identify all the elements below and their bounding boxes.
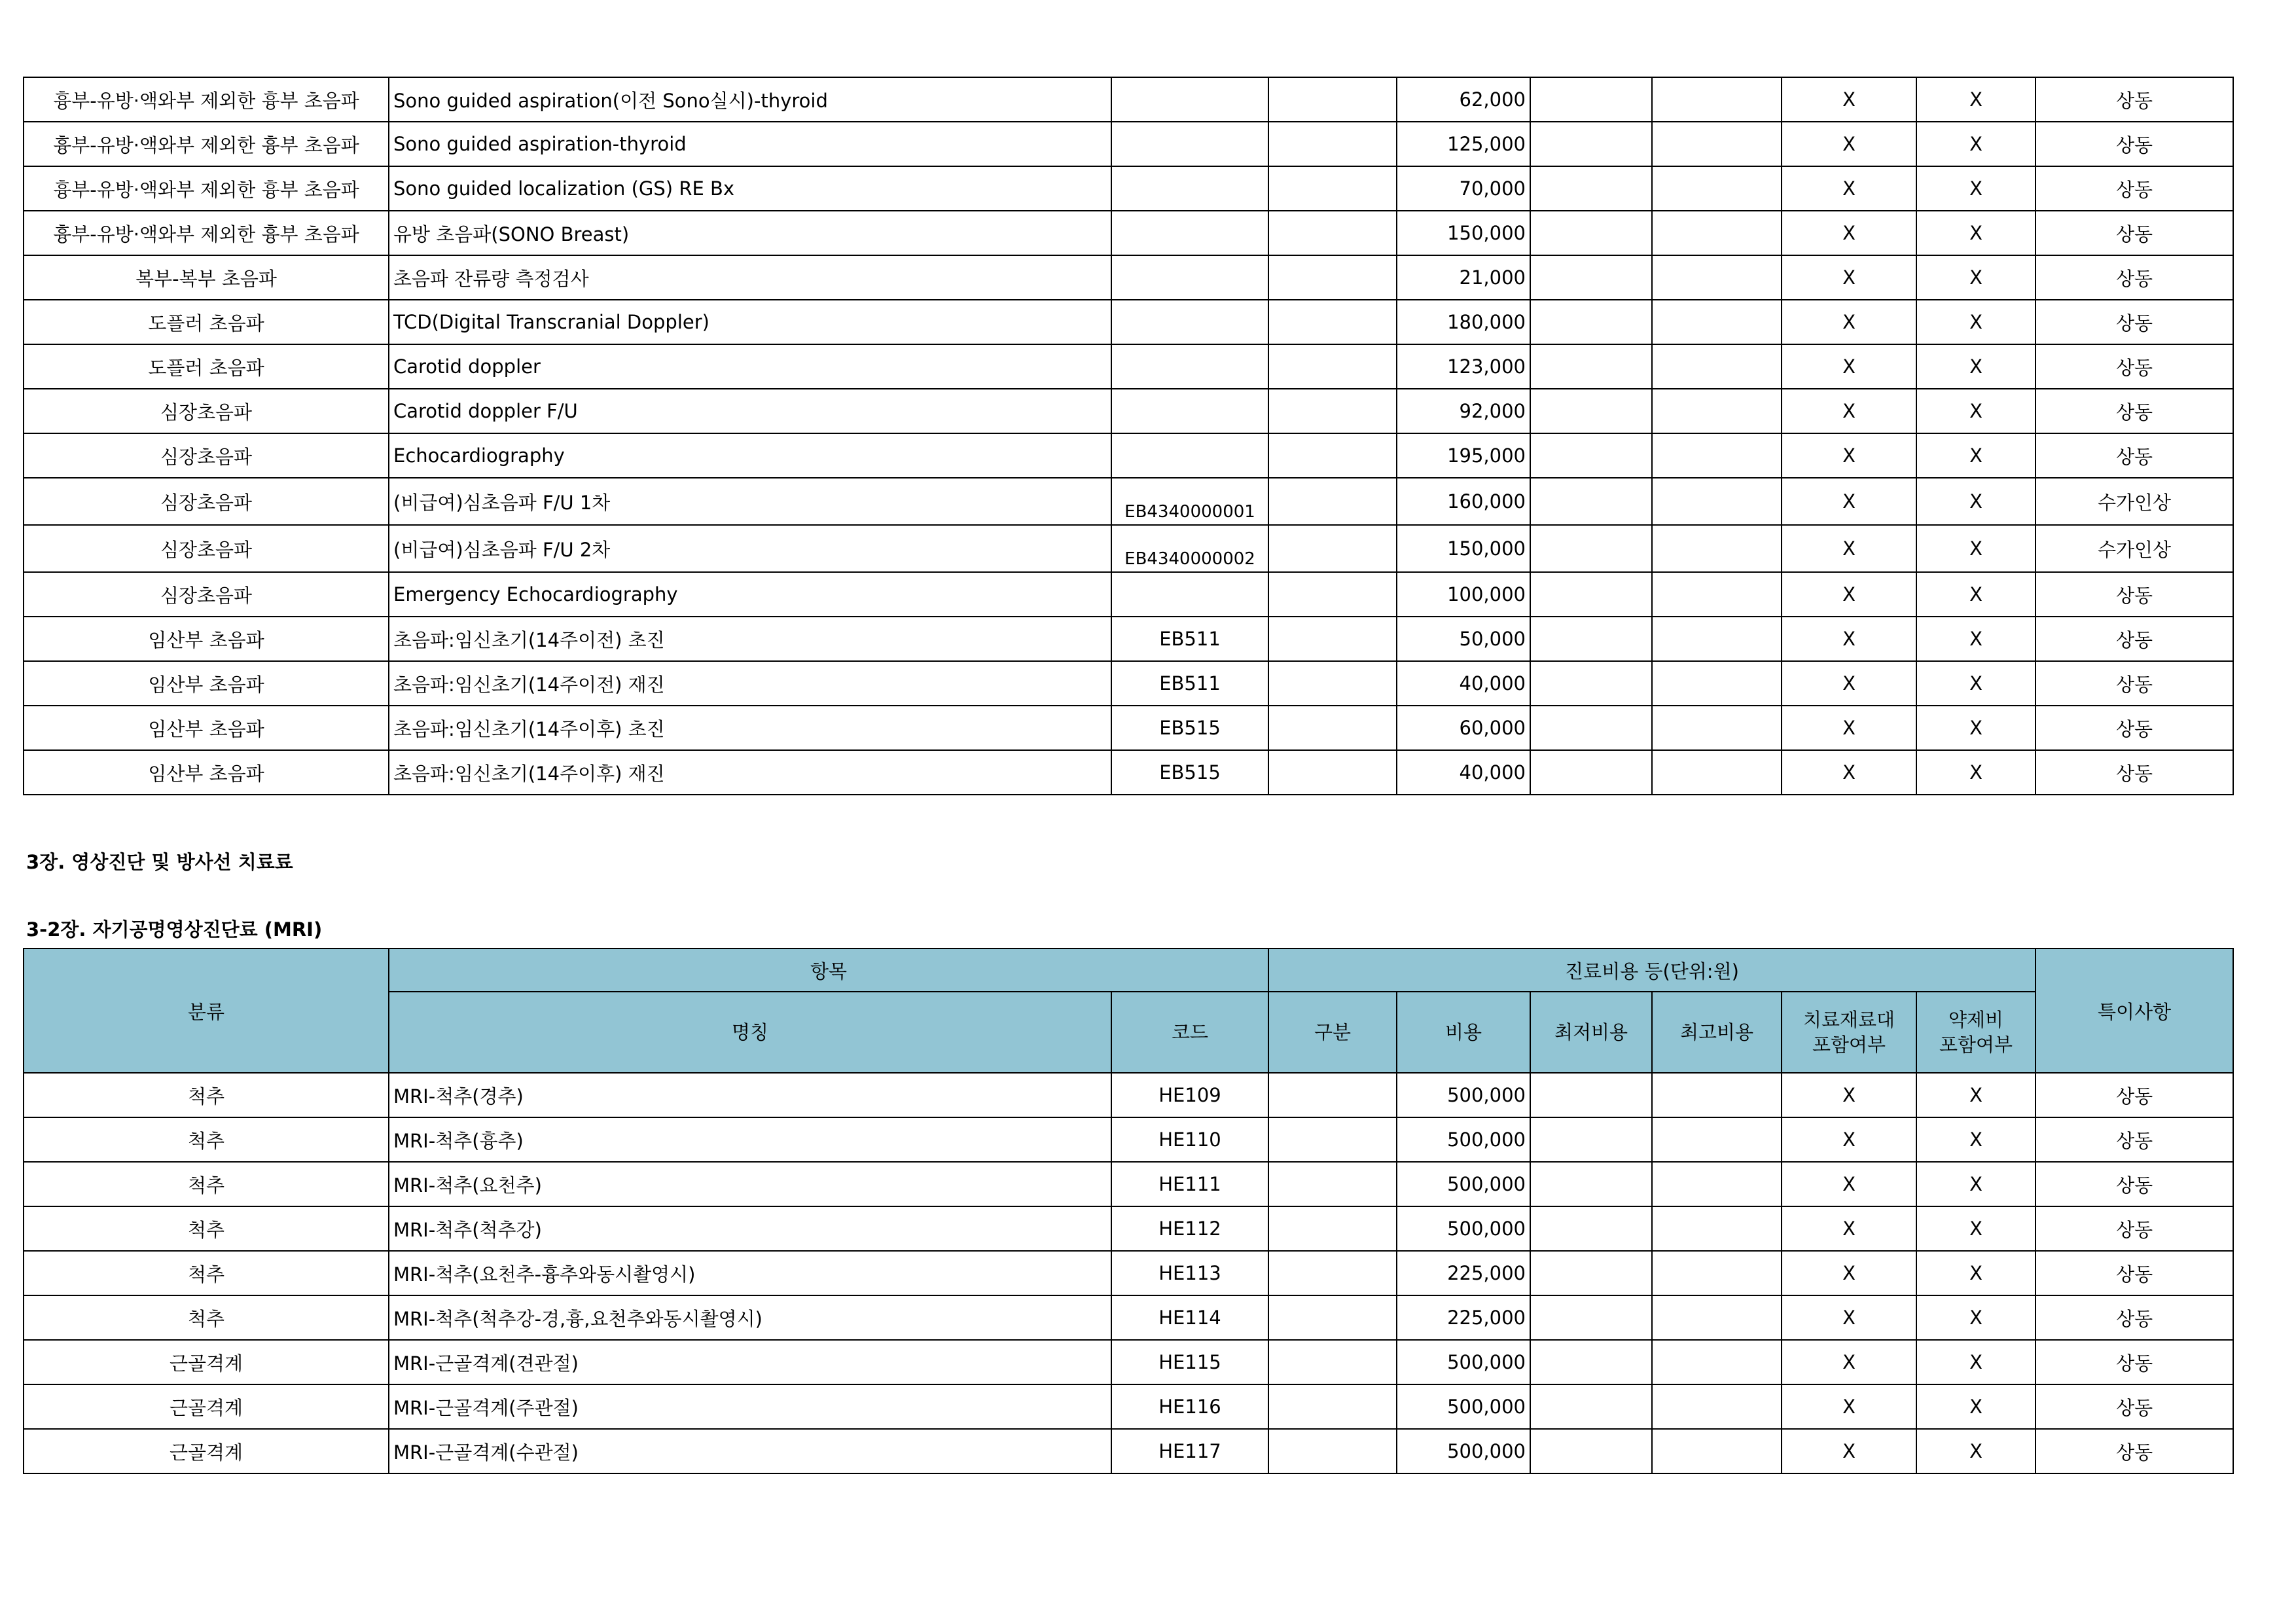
cell-drug-included: X: [1916, 255, 2036, 300]
table-row: [24, 706, 2233, 750]
cell-material-included: X: [1782, 77, 1916, 122]
cell-min-cost: [1530, 617, 1652, 661]
cell-min-cost: [1530, 572, 1652, 617]
cell-cost: 150,000: [1397, 525, 1530, 572]
cell-type: [1268, 525, 1397, 572]
cell-type: [1268, 77, 1397, 122]
cell-name: Echocardiography: [389, 433, 1111, 478]
cell-max-cost: [1652, 1384, 1782, 1429]
cell-max-cost: [1652, 300, 1782, 344]
table-row: [24, 750, 2233, 795]
cell-name: MRI-척추(척추강-경,흉,요천추와동시촬영시): [389, 1295, 1111, 1340]
table-row: [24, 300, 2233, 344]
cell-name: MRI-근골격계(수관절): [389, 1429, 1111, 1473]
cell-category: 심장초음파: [24, 433, 389, 478]
cell-material-included: X: [1782, 122, 1916, 166]
cell-cost: 125,000: [1397, 122, 1530, 166]
cell-drug-included: X: [1916, 1117, 2036, 1162]
cell-cost: 500,000: [1397, 1206, 1530, 1251]
cell-code: EB515: [1111, 706, 1268, 750]
cell-name: 유방 초음파(SONO Breast): [389, 211, 1111, 255]
cell-max-cost: [1652, 750, 1782, 795]
cell-drug-included: X: [1916, 300, 2036, 344]
cell-drug-included: X: [1916, 1206, 2036, 1251]
cell-drug-included: X: [1916, 478, 2036, 525]
cell-name: MRI-척추(요천추): [389, 1162, 1111, 1206]
cell-material-included: X: [1782, 1206, 1916, 1251]
cell-note: 상동: [2036, 572, 2233, 617]
cell-max-cost: [1652, 525, 1782, 572]
cell-note: 상동: [2036, 122, 2233, 166]
cell-max-cost: [1652, 77, 1782, 122]
cell-category: 근골격계: [24, 1384, 389, 1429]
cell-code: [1111, 433, 1268, 478]
cell-material-included: X: [1782, 300, 1916, 344]
cell-category: 척추: [24, 1206, 389, 1251]
cell-drug-included: X: [1916, 1073, 2036, 1117]
cell-material-included: X: [1782, 525, 1916, 572]
cell-note: 상동: [2036, 255, 2233, 300]
cell-note: 상동: [2036, 1117, 2233, 1162]
cell-type: [1268, 572, 1397, 617]
cell-max-cost: [1652, 617, 1782, 661]
cell-max-cost: [1652, 255, 1782, 300]
cell-max-cost: [1652, 1206, 1782, 1251]
table-row: [24, 122, 2233, 166]
cell-cost: 100,000: [1397, 572, 1530, 617]
cell-drug-included: X: [1916, 1162, 2036, 1206]
cell-max-cost: [1652, 1117, 1782, 1162]
cell-category: 임산부 초음파: [24, 617, 389, 661]
cell-note: 수가인상: [2036, 525, 2233, 572]
cell-cost: 40,000: [1397, 661, 1530, 706]
cell-name: MRI-척추(요천추-흉추와동시촬영시): [389, 1251, 1111, 1295]
header-note: 특이사항: [2036, 948, 2233, 1073]
cell-type: [1268, 389, 1397, 433]
cell-min-cost: [1530, 344, 1652, 389]
cell-name: Sono guided aspiration(이전 Sono실시)-thyroid: [389, 77, 1111, 122]
cell-material-included: X: [1782, 255, 1916, 300]
chapter-heading: 3장. 영상진단 및 방사선 치료료: [26, 851, 293, 873]
cell-max-cost: [1652, 1162, 1782, 1206]
cell-min-cost: [1530, 706, 1652, 750]
cell-max-cost: [1652, 1295, 1782, 1340]
cell-note: 상동: [2036, 1340, 2233, 1384]
cell-material-included: X: [1782, 1251, 1916, 1295]
cell-category: 심장초음파: [24, 525, 389, 572]
cell-note: 상동: [2036, 750, 2233, 795]
mri-table-header: [24, 948, 2233, 1073]
cell-code: HE117: [1111, 1429, 1268, 1473]
cell-max-cost: [1652, 1340, 1782, 1384]
cell-note: 상동: [2036, 211, 2233, 255]
cell-category: 도플러 초음파: [24, 344, 389, 389]
cell-note: 상동: [2036, 706, 2233, 750]
cell-category: 복부-복부 초음파: [24, 255, 389, 300]
cell-material-included: X: [1782, 1295, 1916, 1340]
cell-note: 상동: [2036, 433, 2233, 478]
cell-cost: 500,000: [1397, 1073, 1530, 1117]
cell-note: 상동: [2036, 300, 2233, 344]
cell-note: 상동: [2036, 344, 2233, 389]
cell-code: HE112: [1111, 1206, 1268, 1251]
cell-min-cost: [1530, 1162, 1652, 1206]
cell-cost: 70,000: [1397, 166, 1530, 211]
table-row: [24, 1117, 2233, 1162]
cell-cost: 150,000: [1397, 211, 1530, 255]
cell-drug-included: X: [1916, 1251, 2036, 1295]
cell-material-included: X: [1782, 478, 1916, 525]
cell-category: 심장초음파: [24, 572, 389, 617]
cell-min-cost: [1530, 1251, 1652, 1295]
cell-code: EB4340000001: [1111, 478, 1268, 525]
cell-note: 상동: [2036, 166, 2233, 211]
cell-code: EB511: [1111, 617, 1268, 661]
cell-max-cost: [1652, 1251, 1782, 1295]
cell-cost: 180,000: [1397, 300, 1530, 344]
cell-type: [1268, 1162, 1397, 1206]
header-material-included: [1782, 992, 1916, 1073]
cell-note: 상동: [2036, 389, 2233, 433]
cell-drug-included: X: [1916, 344, 2036, 389]
cell-cost: 225,000: [1397, 1251, 1530, 1295]
cell-code: [1111, 211, 1268, 255]
header-item-group: 항목: [389, 948, 1268, 992]
cell-name: MRI-척추(척추강): [389, 1206, 1111, 1251]
fee-table-ultrasound: [23, 77, 2234, 795]
cell-min-cost: [1530, 1295, 1652, 1340]
cell-drug-included: X: [1916, 211, 2036, 255]
cell-type: [1268, 1251, 1397, 1295]
cell-name: Emergency Echocardiography: [389, 572, 1111, 617]
cell-note: 상동: [2036, 1073, 2233, 1117]
cell-note: 상동: [2036, 1384, 2233, 1429]
header-drug-line1: 약제비: [1948, 1009, 2004, 1031]
cell-cost: 123,000: [1397, 344, 1530, 389]
cell-category: 심장초음파: [24, 478, 389, 525]
cell-name: 초음파 잔류량 측정검사: [389, 255, 1111, 300]
header-cost-group: 진료비용 등(단위:원): [1268, 948, 2036, 992]
cell-min-cost: [1530, 525, 1652, 572]
cell-type: [1268, 1340, 1397, 1384]
cell-material-included: X: [1782, 344, 1916, 389]
table-row: [24, 166, 2233, 211]
cell-category: 흉부-유방·액와부 제외한 흉부 초음파: [24, 122, 389, 166]
cell-name: (비급여)심초음파 F/U 1차: [389, 478, 1111, 525]
cell-drug-included: X: [1916, 77, 2036, 122]
cell-code: HE115: [1111, 1340, 1268, 1384]
cell-note: 상동: [2036, 1295, 2233, 1340]
cell-code: HE116: [1111, 1384, 1268, 1429]
cell-note: 상동: [2036, 661, 2233, 706]
cell-name: MRI-척추(흉추): [389, 1117, 1111, 1162]
cell-type: [1268, 1429, 1397, 1473]
cell-code: [1111, 255, 1268, 300]
cell-category: 척추: [24, 1162, 389, 1206]
cell-category: 심장초음파: [24, 389, 389, 433]
cell-min-cost: [1530, 478, 1652, 525]
cell-type: [1268, 344, 1397, 389]
cell-name: Sono guided aspiration-thyroid: [389, 122, 1111, 166]
cell-max-cost: [1652, 122, 1782, 166]
cell-min-cost: [1530, 389, 1652, 433]
header-max-cost: 최고비용: [1652, 992, 1782, 1073]
table-row: [24, 389, 2233, 433]
cell-cost: 500,000: [1397, 1117, 1530, 1162]
table-row: [24, 1384, 2233, 1429]
cell-note: 수가인상: [2036, 478, 2233, 525]
table-row: [24, 661, 2233, 706]
cell-material-included: X: [1782, 1073, 1916, 1117]
table-row: [24, 1295, 2233, 1340]
cell-name: 초음파:임신초기(14주이후) 재진: [389, 750, 1111, 795]
cell-max-cost: [1652, 572, 1782, 617]
cell-code: [1111, 122, 1268, 166]
cell-type: [1268, 166, 1397, 211]
cell-cost: 500,000: [1397, 1340, 1530, 1384]
cell-type: [1268, 211, 1397, 255]
cell-min-cost: [1530, 122, 1652, 166]
cell-material-included: X: [1782, 389, 1916, 433]
header-code: 코드: [1111, 992, 1268, 1073]
cell-min-cost: [1530, 211, 1652, 255]
cell-note: 상동: [2036, 1206, 2233, 1251]
cell-drug-included: X: [1916, 1429, 2036, 1473]
table-row: [24, 433, 2233, 478]
cell-min-cost: [1530, 1206, 1652, 1251]
cell-max-cost: [1652, 433, 1782, 478]
cell-drug-included: X: [1916, 525, 2036, 572]
cell-min-cost: [1530, 77, 1652, 122]
cell-category: 흉부-유방·액와부 제외한 흉부 초음파: [24, 211, 389, 255]
cell-code: EB511: [1111, 661, 1268, 706]
cell-min-cost: [1530, 1117, 1652, 1162]
cell-code: HE109: [1111, 1073, 1268, 1117]
cell-category: 근골격계: [24, 1340, 389, 1384]
cell-code: HE110: [1111, 1117, 1268, 1162]
cell-type: [1268, 706, 1397, 750]
cell-code: [1111, 572, 1268, 617]
header-drug-included: [1916, 992, 2036, 1073]
cell-type: [1268, 255, 1397, 300]
cell-min-cost: [1530, 255, 1652, 300]
header-material-line2: 포함여부: [1812, 1034, 1886, 1056]
cell-min-cost: [1530, 661, 1652, 706]
cell-drug-included: X: [1916, 1340, 2036, 1384]
cell-type: [1268, 1384, 1397, 1429]
cell-code: HE114: [1111, 1295, 1268, 1340]
table-row: [24, 617, 2233, 661]
cell-drug-included: X: [1916, 1384, 2036, 1429]
cell-name: 초음파:임신초기(14주이후) 초진: [389, 706, 1111, 750]
cell-type: [1268, 1206, 1397, 1251]
cell-type: [1268, 750, 1397, 795]
cell-category: 척추: [24, 1073, 389, 1117]
cell-material-included: X: [1782, 661, 1916, 706]
cell-min-cost: [1530, 1340, 1652, 1384]
cell-cost: 500,000: [1397, 1162, 1530, 1206]
cell-min-cost: [1530, 1429, 1652, 1473]
cell-type: [1268, 478, 1397, 525]
cell-type: [1268, 122, 1397, 166]
table-row: [24, 1340, 2233, 1384]
cell-name: MRI-근골격계(주관절): [389, 1384, 1111, 1429]
cell-note: 상동: [2036, 1251, 2233, 1295]
cell-type: [1268, 661, 1397, 706]
cell-drug-included: X: [1916, 750, 2036, 795]
cell-material-included: X: [1782, 572, 1916, 617]
table-row: [24, 1429, 2233, 1473]
cell-cost: 21,000: [1397, 255, 1530, 300]
cell-max-cost: [1652, 478, 1782, 525]
cell-cost: 60,000: [1397, 706, 1530, 750]
cell-material-included: X: [1782, 750, 1916, 795]
header-min-cost: 최저비용: [1530, 992, 1652, 1073]
cell-cost: 40,000: [1397, 750, 1530, 795]
cell-material-included: X: [1782, 1340, 1916, 1384]
cell-name: 초음파:임신초기(14주이전) 재진: [389, 661, 1111, 706]
cell-type: [1268, 1295, 1397, 1340]
cell-type: [1268, 1117, 1397, 1162]
cell-category: 도플러 초음파: [24, 300, 389, 344]
table-row: [24, 211, 2233, 255]
table-row: [24, 1206, 2233, 1251]
table-row: [24, 344, 2233, 389]
cell-material-included: X: [1782, 166, 1916, 211]
cell-category: 임산부 초음파: [24, 750, 389, 795]
table-row: [24, 525, 2233, 572]
cell-category: 근골격계: [24, 1429, 389, 1473]
cell-code: [1111, 166, 1268, 211]
cell-code: [1111, 344, 1268, 389]
cell-drug-included: X: [1916, 166, 2036, 211]
cell-note: 상동: [2036, 77, 2233, 122]
cell-min-cost: [1530, 750, 1652, 795]
cell-category: 임산부 초음파: [24, 706, 389, 750]
cell-drug-included: X: [1916, 572, 2036, 617]
cell-material-included: X: [1782, 1162, 1916, 1206]
cell-note: 상동: [2036, 1429, 2233, 1473]
cell-cost: 50,000: [1397, 617, 1530, 661]
table-row: [24, 478, 2233, 525]
section-heading: 3-2장. 자기공명영상진단료 (MRI): [26, 918, 323, 941]
cell-name: Sono guided localization (GS) RE Bx: [389, 166, 1111, 211]
cell-drug-included: X: [1916, 433, 2036, 478]
cell-max-cost: [1652, 166, 1782, 211]
mri-table-body: [24, 1073, 2233, 1473]
cell-category: 흉부-유방·액와부 제외한 흉부 초음파: [24, 77, 389, 122]
table-row: [24, 1251, 2233, 1295]
cell-material-included: X: [1782, 1117, 1916, 1162]
cell-category: 척추: [24, 1117, 389, 1162]
cell-name: TCD(Digital Transcranial Doppler): [389, 300, 1111, 344]
header-cost: 비용: [1397, 992, 1530, 1073]
table-row: [24, 255, 2233, 300]
ultrasound-table-body: [24, 77, 2233, 795]
cell-cost: 195,000: [1397, 433, 1530, 478]
cell-material-included: X: [1782, 617, 1916, 661]
cell-cost: 500,000: [1397, 1429, 1530, 1473]
cell-drug-included: X: [1916, 706, 2036, 750]
cell-code: HE111: [1111, 1162, 1268, 1206]
cell-min-cost: [1530, 433, 1652, 478]
cell-cost: 225,000: [1397, 1295, 1530, 1340]
cell-material-included: X: [1782, 211, 1916, 255]
cell-code: [1111, 389, 1268, 433]
cell-cost: 62,000: [1397, 77, 1530, 122]
cell-code: EB515: [1111, 750, 1268, 795]
cell-material-included: X: [1782, 1384, 1916, 1429]
cell-category: 흉부-유방·액와부 제외한 흉부 초음파: [24, 166, 389, 211]
cell-category: 임산부 초음파: [24, 661, 389, 706]
cell-cost: 500,000: [1397, 1384, 1530, 1429]
cell-category: 척추: [24, 1295, 389, 1340]
cell-min-cost: [1530, 166, 1652, 211]
cell-name: MRI-척추(경추): [389, 1073, 1111, 1117]
header-category: 분류: [24, 948, 389, 1073]
cell-code: [1111, 77, 1268, 122]
cell-name: Carotid doppler: [389, 344, 1111, 389]
cell-drug-included: X: [1916, 617, 2036, 661]
cell-drug-included: X: [1916, 1295, 2036, 1340]
cell-name: (비급여)심초음파 F/U 2차: [389, 525, 1111, 572]
cell-material-included: X: [1782, 1429, 1916, 1473]
cell-max-cost: [1652, 344, 1782, 389]
table-row: [24, 1162, 2233, 1206]
header-material-line1: 치료재료대: [1803, 1009, 1895, 1031]
cell-max-cost: [1652, 661, 1782, 706]
fee-table-mri: [23, 948, 2234, 1474]
cell-type: [1268, 617, 1397, 661]
cell-note: 상동: [2036, 1162, 2233, 1206]
cell-cost: 160,000: [1397, 478, 1530, 525]
cell-name: Carotid doppler F/U: [389, 389, 1111, 433]
cell-category: 척추: [24, 1251, 389, 1295]
cell-cost: 92,000: [1397, 389, 1530, 433]
cell-code: EB4340000002: [1111, 525, 1268, 572]
cell-name: MRI-근골격계(견관절): [389, 1340, 1111, 1384]
header-type: 구분: [1268, 992, 1397, 1073]
header-drug-line2: 포함여부: [1939, 1034, 2013, 1056]
table-row: [24, 572, 2233, 617]
table-row: [24, 77, 2233, 122]
cell-material-included: X: [1782, 706, 1916, 750]
cell-max-cost: [1652, 1429, 1782, 1473]
cell-drug-included: X: [1916, 661, 2036, 706]
cell-type: [1268, 433, 1397, 478]
cell-type: [1268, 300, 1397, 344]
cell-drug-included: X: [1916, 122, 2036, 166]
cell-max-cost: [1652, 1073, 1782, 1117]
cell-max-cost: [1652, 706, 1782, 750]
cell-min-cost: [1530, 300, 1652, 344]
cell-code: [1111, 300, 1268, 344]
cell-material-included: X: [1782, 433, 1916, 478]
cell-note: 상동: [2036, 617, 2233, 661]
header-name: 명칭: [389, 992, 1111, 1073]
cell-type: [1268, 1073, 1397, 1117]
table-row: [24, 1073, 2233, 1117]
cell-name: 초음파:임신초기(14주이전) 초진: [389, 617, 1111, 661]
cell-drug-included: X: [1916, 389, 2036, 433]
cell-max-cost: [1652, 211, 1782, 255]
cell-code: HE113: [1111, 1251, 1268, 1295]
cell-max-cost: [1652, 389, 1782, 433]
cell-min-cost: [1530, 1073, 1652, 1117]
cell-min-cost: [1530, 1384, 1652, 1429]
